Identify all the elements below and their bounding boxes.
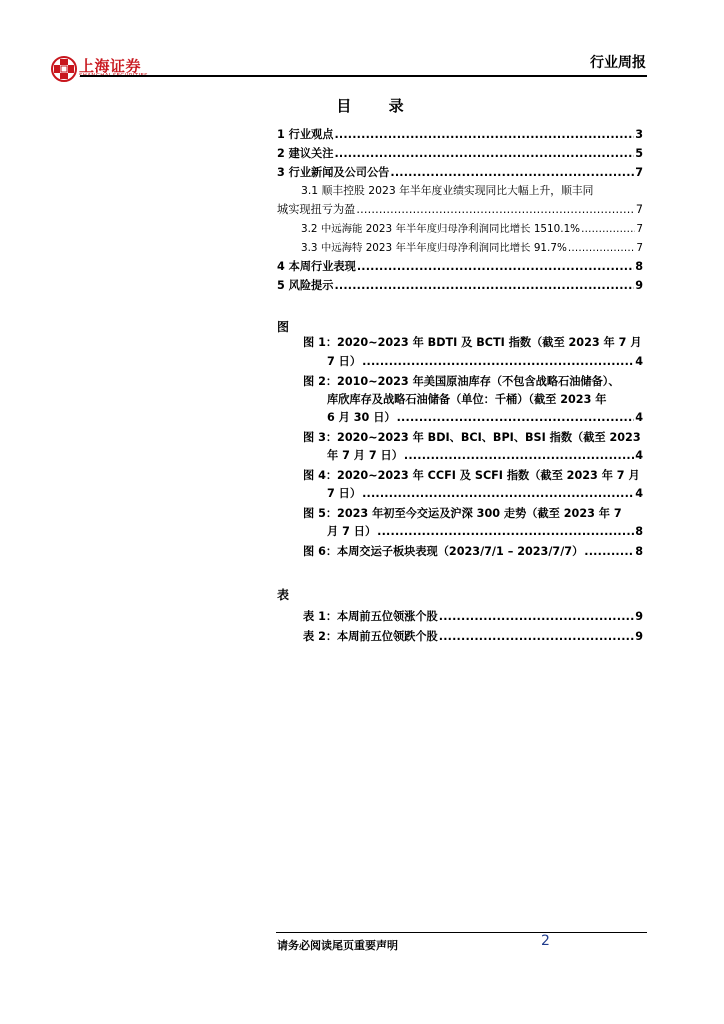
table-entry-label: 表 1：本周前五位领涨个股 [303,610,438,623]
figures-heading: 图 [277,320,290,334]
figure-entry-page: 8 [635,545,643,558]
figure-entry-page: 4 [635,411,643,424]
leader-dots [439,630,634,644]
table-entry-label: 表 2：本周前五位领跌个股 [303,630,438,643]
figure-entry-line1[interactable]: 图 4：2020~2023 年 CCFI 及 SCFI 指数（截至 2023 年 7 月 [303,469,640,482]
leader-dots [362,487,634,501]
figure-entry-line2[interactable]: 库欣库存及战略石油储备（单位：千桶）（截至 2023 年 [327,393,607,406]
leader-dots [581,222,635,236]
figure-entry-label: 6 月 30 日） [327,411,396,424]
toc-entry-label: 5 风险提示 [277,279,334,292]
report-type-title: 行业周报 [590,55,646,71]
toc-entry-page: 7 [636,242,643,254]
toc-entry-page: 5 [635,147,643,160]
leader-dots [356,203,635,217]
header-divider [80,75,647,77]
figure-entry-line1[interactable]: 图 2：2010~2023 年美国原油库存（不包含战略石油储备）、 [303,375,620,388]
logo-mark-icon [51,56,77,82]
toc-entry-label: 城实现扭亏为盈 [277,203,356,216]
figure-entry[interactable] [327,525,643,539]
toc-entry-label: 3.3 中远海特 2023 年半年度归母净利润同比增长 91.7% [301,242,567,254]
figure-entry[interactable] [327,449,643,463]
toc-entry[interactable] [277,279,643,293]
toc-entry[interactable] [277,147,643,161]
toc-subentry[interactable] [277,203,643,217]
figure-entry[interactable] [327,355,643,369]
toc-entry[interactable] [277,166,643,180]
toc-entry-page: 3 [635,128,643,141]
figure-entry-line1[interactable]: 图 3：2020~2023 年 BDI、BCI、BPI、BSI 指数（截至 2023 [303,431,641,444]
figure-entry-page: 4 [635,449,643,462]
tables-heading: 表 [277,588,290,602]
toc-entry-page: 9 [635,279,643,292]
page-number: 2 [541,933,550,949]
leader-dots [568,241,636,255]
toc-entry-page: 7 [635,203,643,216]
table-entry[interactable] [303,630,643,644]
leader-dots [357,260,634,274]
toc-entry-page: 7 [636,223,643,235]
figure-entry[interactable] [327,411,643,425]
toc-entry[interactable] [277,260,643,274]
leader-dots [334,128,634,142]
figure-entry-page: 8 [635,525,643,538]
footer-divider [276,932,647,933]
toc-entry-page: 8 [635,260,643,273]
figure-entry-label: 年 7 月 7 日） [327,449,403,462]
figure-entry-page: 4 [635,355,643,368]
leader-dots [377,525,634,539]
toc-entry[interactable] [277,128,643,142]
table-entry-page: 9 [635,630,643,643]
toc-entry-label: 3 行业新闻及公司公告 [277,166,390,179]
figure-entry-line1[interactable]: 图 5：2023 年初至今交运及沪深 300 走势（截至 2023 年 7 [303,507,622,520]
toc-entry-label: 1 行业观点 [277,128,334,141]
table-entry-page: 9 [635,610,643,623]
figure-entry-label: 图 6：本周交运子板块表现（2023/7/1 – 2023/7/7） [303,545,584,558]
toc-subentry[interactable] [301,222,643,236]
toc-entry-page: 7 [635,166,643,179]
toc-title: 目 录 [336,97,420,115]
leader-dots [390,166,634,180]
table-entry[interactable] [303,610,643,624]
toc-entry-label: 3.2 中远海能 2023 年半年度归母净利润同比增长 1510.1% [301,223,581,235]
company-logo [51,55,171,85]
leader-dots [334,147,634,161]
figure-entry-label: 月 7 日） [327,525,377,538]
leader-dots [362,355,634,369]
toc-entry-label: 2 建议关注 [277,147,334,160]
leader-dots [439,610,634,624]
figure-entry-label: 7 日） [327,355,362,368]
toc-entry-label: 4 本周行业表现 [277,260,356,273]
leader-dots [334,279,634,293]
figure-entry-line1[interactable]: 图 1：2020~2023 年 BDTI 及 BCTI 指数（截至 2023 年 7 月 [303,336,642,349]
leader-dots [584,545,634,559]
leader-dots [397,411,635,425]
footer-disclaimer: 请务必阅读尾页重要声明 [277,939,398,952]
figure-entry-page: 4 [635,487,643,500]
leader-dots [404,449,634,463]
toc-subentry[interactable] [301,241,643,255]
logo-text-cn: 上海证券 [79,57,142,75]
toc-subentry-line1[interactable]: 3.1 顺丰控股 2023 年半年度业绩实现同比大幅上升，顺丰同 [301,184,594,197]
figure-entry[interactable] [303,545,643,559]
figure-entry-label: 7 日） [327,487,362,500]
figure-entry[interactable] [327,487,643,501]
